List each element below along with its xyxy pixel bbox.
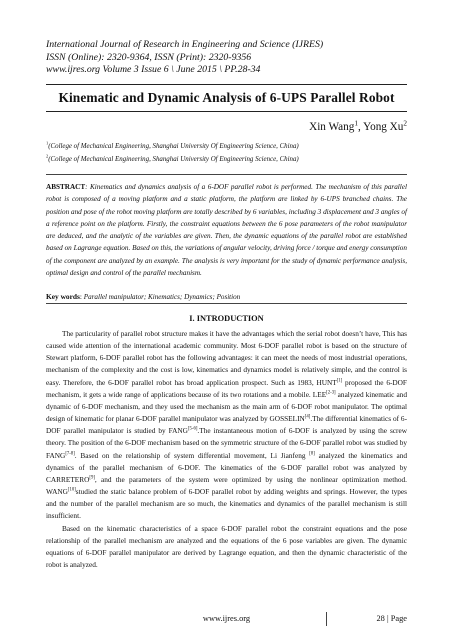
citation-sup: [10] <box>67 487 76 493</box>
journal-volume: www.ijres.org Volume 3 Issue 6 \ June 2015 \ PP.28-34 <box>46 64 261 76</box>
footer-url: www.ijres.org <box>202 614 251 623</box>
paper-title: Kinematic and Dynamic Analysis of 6-UPS Parallel Robot <box>58 90 395 105</box>
paragraph: Based on the kinematic characteristics of a space 6-DOF parallel robot the constraint equations and the pose relationship of the parallel mechanism are analyzed and the equations of the 6 pose variables are given. The dynamic equations of 6-DOF parallel manipulator are derived by Lagrange equation, and then the dynamic characteristic of the robot is analyzed. <box>46 523 407 569</box>
paragraph-text: analyzed kinematic and dynamic of 6-DOF mechanism, and they used the mechanism as the main arm of 6-DOF robot manipulator. The optimal design of kinematic for planar 6-DOF parallel manipulator was analyzed by GOSSELIN <box>46 389 407 424</box>
citation-sup: [4] <box>304 414 311 420</box>
affiliation-text: (College of Mechanical Engineering, Shanghai University Of Engineering Science, China) <box>48 156 299 163</box>
keywords-label: Key words <box>46 292 80 301</box>
paragraph-text: The particularity of parallel robot structure makes it have the advantages which the serial robot doesn’t have, This has caused wide attention of the international academic community. Most 6-DOF parallel robot is based on the structure of Stewart platform, 6-DOF parallel robot has the following advantages: it can meet the needs of most industrial operations, mechanism of the complexity and the cost is low, kinematics and dynamics model is relatively simple, and the control is easy. Therefore, the 6-DOF parallel robot has broad application prospect. Such as 1983, HUNT <box>46 329 407 387</box>
affiliation <box>46 155 407 164</box>
author-sup: 1 <box>354 119 358 128</box>
paragraph-text: analyzed the kinematics and dynamics of the parallel mechanism of 6-DOF. The kinematics of the 6-DOF parallel robot was analyzed by CARRETERO <box>46 450 407 484</box>
authors <box>0 121 407 133</box>
author-separator: , <box>357 121 364 133</box>
affiliation <box>46 142 407 151</box>
paragraph-text: .The instantaneous motion of 6-DOF is analyzed by using the screw theory. The position of the 6-DOF mechanism based on the symmetric structure of the 6-DOF parallel robot was studied by FANG <box>46 426 407 460</box>
journal-header <box>46 39 323 77</box>
abstract-top-rule <box>46 174 407 175</box>
paragraph-text: studied the static balance problem of 6-DOF parallel robot by adding weights and springs. However, the types and the number of the parallel mechanism are so much, the kinematics and dynamics of the parallel mechanism is still insufficient. <box>46 487 407 521</box>
affiliation-sup: 1 <box>46 140 49 146</box>
abstract-text: : Kinematics and dynamics analysis of a 6-DOF parallel robot is performed. The mechanism of this parallel robot is composed of a moving platform and a static platform, the platform are linked by 6-UPS branched chains. The position and pose of the robot moving platform are totally described by 6 variables, including 3 displacement and 3 angles of a reference point on the platform. Firstly, the constraint equations between the 6 pose parameters of the robot manipulator are deduced, and the analytic of the variables are given. Then, the dynamic equations of the parallel robot are established based on Lagrange equation. Based on this, the variations of angular velocity, driving force / torque and energy consumption of the component are analyzed by an example. The analysis is very important for the study of dynamic performance analysis, optimal design and control of the parallel mechanism. <box>46 183 407 278</box>
citation-sup: [2-3] <box>326 390 336 396</box>
citation-sup: [5-6] <box>187 426 198 432</box>
journal-issn: ISSN (Online): 2320-9364, ISSN (Print): 2320-9356 <box>46 51 252 63</box>
keywords <box>46 291 407 303</box>
footer-divider <box>326 612 327 626</box>
footer-page-number: 28 | Page <box>376 614 407 623</box>
author-name: Yong Xu <box>363 121 404 133</box>
abstract-label: ABSTRACT <box>46 183 86 191</box>
body-text <box>46 328 407 571</box>
section-heading: I. INTRODUCTION <box>189 314 264 323</box>
abstract-bottom-rule <box>46 303 407 304</box>
affiliation-sup: 2 <box>46 153 49 159</box>
journal-name: International Journal of Research in Engineering and Science (IJRES) <box>46 39 324 50</box>
citation-sup: [8] <box>309 451 315 457</box>
author-sup: 2 <box>403 119 407 128</box>
keywords-text: Parallel manipulator; Kinematics; Dynamics; Position <box>83 293 241 301</box>
paragraph-text: proposed the 6-DOF mechanism, it gets a wide range of applications because of its two rotations and a mobile. LEE <box>46 377 407 399</box>
citation-sup: [1] <box>336 378 343 384</box>
keywords-separator: : <box>79 292 84 301</box>
paragraph-text: , and the parameters of the system were optimized by using the nonlinear optimization method. WANG <box>46 474 407 497</box>
affiliation-text: (College of Mechanical Engineering, Shanghai University Of Engineering Science, China) <box>48 143 299 150</box>
paragraph-text: .The differential kinematics of 6-DOF parallel manipulator is studied by FANG <box>46 414 407 436</box>
title-band <box>46 84 407 112</box>
paragraph <box>46 328 407 523</box>
abstract <box>46 181 407 279</box>
author-name: Xin Wang <box>309 121 355 133</box>
citation-sup: [9] <box>89 475 95 481</box>
citation-sup: [7-8] <box>65 451 75 457</box>
paragraph-text: . Based on the relationship of system differential movement, Li Jianfeng <box>74 450 310 460</box>
